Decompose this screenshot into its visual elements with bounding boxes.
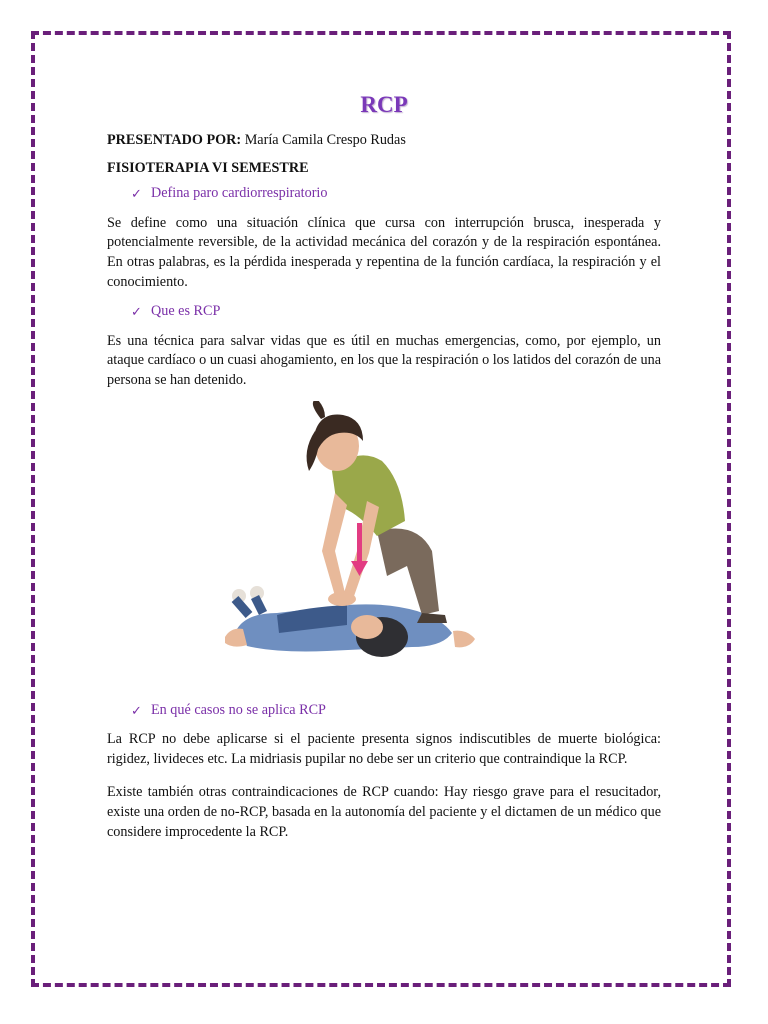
cpr-illustration-image bbox=[217, 401, 477, 671]
program-line: FISIOTERAPIA VI SEMESTRE bbox=[107, 159, 309, 176]
presenter-label: PRESENTADO POR: bbox=[107, 132, 242, 148]
section-heading bbox=[131, 701, 661, 721]
section-paragraph: Existe también otras contraindicaciones de RCP cuando: Hay riesgo grave para el resucitador, existe una orden de no-RCP, basada en la autonomía del paciente y el dictamen de un médico que considere improcedente la RCP. bbox=[107, 784, 661, 840]
page-title: RCP bbox=[360, 92, 408, 117]
presenter-line bbox=[107, 131, 661, 151]
section-paragraph: Es una técnica para salvar vidas que es útil en muchas emergencias, como, por ejemplo, un ataque cardíaco o un cuasi ahogamiento, en los que la respiración o los latidos del corazón de una persona se han detenido. bbox=[107, 332, 661, 388]
section-heading-text: Que es RCP bbox=[151, 303, 221, 320]
section-heading bbox=[131, 302, 661, 322]
cpr-illustration bbox=[107, 401, 661, 681]
checkmark-icon: ✓ bbox=[131, 304, 142, 320]
document-body bbox=[107, 90, 661, 852]
section-paragraph: Se define como una situación clínica que cursa con interrupción brusca, inesperada y potencialmente reversible, de la actividad mecánica del corazón y de la respiración espontánea. En otras palabras, es la pérdida inesperada y repentina de la función cardíaca, la respiración y el conocimiento. bbox=[107, 214, 661, 290]
checkmark-icon: ✓ bbox=[131, 702, 142, 718]
checkmark-icon: ✓ bbox=[131, 186, 142, 202]
presenter-name: María Camila Crespo Rudas bbox=[241, 132, 406, 148]
section-heading bbox=[131, 184, 661, 204]
section-heading-text: En qué casos no se aplica RCP bbox=[151, 701, 326, 718]
section-heading-text: Defina paro cardiorrespiratorio bbox=[151, 185, 328, 202]
section-paragraph: La RCP no debe aplicarse si el paciente presenta signos indiscutibles de muerte biológica: rigidez, livideces etc. La midriasis pupilar no debe ser un criterio que contraindique la RCP. bbox=[107, 731, 661, 767]
